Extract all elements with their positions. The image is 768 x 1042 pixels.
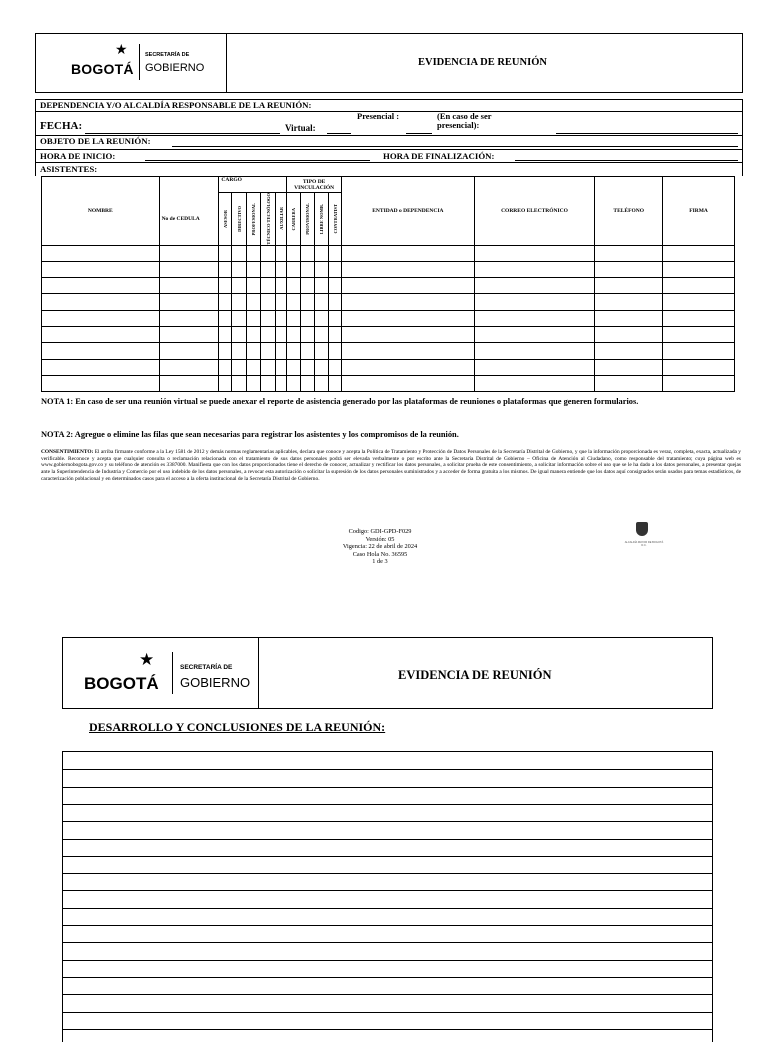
attendee-cell[interactable] — [232, 359, 247, 375]
footer-page: 1 de 3 — [372, 558, 388, 566]
attendee-cell[interactable] — [474, 343, 595, 359]
attendee-cell[interactable] — [287, 245, 301, 261]
attendee-row — [42, 375, 735, 391]
col-tipo: TIPO DE VINCULACIÓN — [287, 177, 342, 193]
attendee-cell[interactable] — [329, 294, 342, 310]
attendee-cell[interactable] — [159, 261, 219, 277]
attendee-cell[interactable] — [159, 245, 219, 261]
writing-line — [63, 960, 712, 961]
attendee-cell[interactable] — [287, 278, 301, 294]
col-nombre: NOMBRE — [42, 177, 160, 246]
attendee-cell[interactable] — [159, 375, 219, 391]
attendee-cell[interactable] — [595, 310, 663, 326]
attendee-cell[interactable] — [474, 310, 595, 326]
footer-codigo: Codigo: GDI-GPD-F029 — [348, 528, 412, 535]
logo-bogota-2 — [84, 652, 254, 696]
attendee-cell[interactable] — [276, 245, 287, 261]
attendee-cell[interactable] — [159, 310, 219, 326]
hora-fin-field[interactable] — [515, 160, 738, 161]
attendee-cell[interactable] — [329, 278, 342, 294]
attendee-cell[interactable] — [287, 327, 301, 343]
attendee-cell[interactable] — [663, 375, 735, 391]
attendee-row — [42, 327, 735, 343]
consent-label: CONSENTIMIENTO: — [41, 449, 94, 455]
fecha-field[interactable] — [85, 133, 280, 134]
attendee-cell[interactable] — [287, 294, 301, 310]
attendee-cell[interactable] — [301, 310, 315, 326]
footer-version: Versión: 05 — [365, 535, 395, 543]
writing-line — [63, 925, 712, 926]
attendee-cell[interactable] — [595, 375, 663, 391]
attendee-cell[interactable] — [159, 294, 219, 310]
writing-line — [63, 839, 712, 840]
col-firma: FIRMA — [663, 177, 735, 246]
logo-city-text: BOGOTÁ — [71, 61, 134, 77]
attendee-cell[interactable] — [287, 375, 301, 391]
col-provisional: PROVISIONAL — [305, 202, 311, 235]
attendees-table — [41, 176, 735, 392]
attendee-cell[interactable] — [261, 294, 276, 310]
attendee-cell[interactable] — [315, 327, 329, 343]
attendee-cell[interactable] — [247, 327, 261, 343]
attendee-cell[interactable] — [219, 310, 232, 326]
attendee-cell[interactable] — [232, 261, 247, 277]
attendee-cell[interactable] — [342, 278, 475, 294]
col-directivo: DIRECTIVO — [236, 205, 242, 232]
attendee-cell[interactable] — [232, 327, 247, 343]
attendee-cell[interactable] — [342, 343, 475, 359]
objeto-label: OBJETO DE LA REUNIÓN: — [40, 136, 151, 146]
attendee-cell[interactable] — [247, 261, 261, 277]
nota-1: NOTA 1: En caso de ser una reunión virtual se puede anexar el reporte de asistencia generado por las plataformas de reuniones o plataformas que generen formularios. — [41, 397, 639, 406]
attendee-cell[interactable] — [329, 245, 342, 261]
writing-line — [63, 873, 712, 874]
attendee-cell[interactable] — [474, 359, 595, 375]
attendee-cell[interactable] — [219, 261, 232, 277]
attendee-cell[interactable] — [232, 343, 247, 359]
attendee-cell[interactable] — [474, 245, 595, 261]
attendee-cell[interactable] — [276, 327, 287, 343]
footer-vigencia: Vigencia: 22 de abril de 2024 — [342, 543, 418, 551]
writing-line — [63, 1029, 712, 1030]
attendee-cell[interactable] — [595, 343, 663, 359]
page1-footer — [330, 528, 430, 566]
virtual-field[interactable] — [327, 133, 351, 134]
attendee-cell[interactable] — [301, 245, 315, 261]
attendee-cell[interactable] — [276, 359, 287, 375]
asistentes-label: ASISTENTES: — [40, 164, 98, 174]
attendee-cell[interactable] — [247, 245, 261, 261]
attendee-cell[interactable] — [219, 278, 232, 294]
attendee-cell[interactable] — [42, 294, 160, 310]
attendee-cell[interactable] — [159, 343, 219, 359]
presencial-detail-field[interactable] — [556, 133, 738, 134]
presencial-label: Presencial : — [357, 111, 400, 121]
attendee-cell[interactable] — [474, 375, 595, 391]
attendee-cell[interactable] — [261, 245, 276, 261]
col-libre-nomb: LIBRE NOMB. — [319, 203, 325, 234]
attendee-cell[interactable] — [315, 343, 329, 359]
attendee-cell[interactable] — [474, 261, 595, 277]
attendee-cell[interactable] — [42, 245, 160, 261]
attendee-cell[interactable] — [261, 278, 276, 294]
logo-secretaria: SECRETARÍA DE — [145, 52, 190, 58]
col-auxiliar: AUXILIAR — [278, 207, 284, 231]
hora-inicio-field[interactable] — [145, 160, 370, 161]
attendee-cell[interactable] — [247, 278, 261, 294]
logo-bogota — [63, 44, 213, 82]
section-title: DESARROLLO Y CONCLUSIONES DE LA REUNIÓN: — [89, 720, 386, 734]
attendee-cell[interactable] — [315, 245, 329, 261]
col-profesional: PROFESIONAL — [251, 202, 257, 236]
attendee-cell[interactable] — [595, 359, 663, 375]
attendee-cell[interactable] — [276, 310, 287, 326]
attendee-cell[interactable] — [301, 294, 315, 310]
attendee-cell[interactable] — [301, 327, 315, 343]
writing-line — [63, 769, 712, 770]
conclusions-lined-area[interactable] — [62, 751, 713, 1042]
attendee-row — [42, 359, 735, 375]
attendee-cell[interactable] — [329, 327, 342, 343]
attendee-cell[interactable] — [232, 278, 247, 294]
attendee-cell[interactable] — [247, 359, 261, 375]
attendee-cell[interactable] — [315, 359, 329, 375]
col-cedula: No de CEDULA — [159, 193, 219, 246]
attendee-cell[interactable] — [595, 278, 663, 294]
writing-line — [63, 856, 712, 857]
attendee-cell[interactable] — [159, 327, 219, 343]
attendee-cell[interactable] — [247, 343, 261, 359]
attendee-cell[interactable] — [329, 261, 342, 277]
attendee-cell[interactable] — [42, 327, 160, 343]
writing-line — [63, 994, 712, 995]
page2-title: EVIDENCIA DE REUNIÓN — [398, 668, 552, 682]
writing-line — [63, 787, 712, 788]
attendee-cell[interactable] — [287, 310, 301, 326]
attendee-cell[interactable] — [474, 294, 595, 310]
attendee-cell[interactable] — [219, 343, 232, 359]
attendee-cell[interactable] — [329, 359, 342, 375]
attendee-cell[interactable] — [219, 359, 232, 375]
attendee-cell[interactable] — [301, 278, 315, 294]
attendee-cell[interactable] — [663, 310, 735, 326]
hora-inicio-label: HORA DE INICIO: — [40, 151, 116, 161]
hora-fin-label: HORA DE FINALIZACIÓN: — [383, 151, 495, 161]
attendee-cell[interactable] — [342, 245, 475, 261]
writing-line — [63, 977, 712, 978]
attendee-row — [42, 294, 735, 310]
attendee-cell[interactable] — [301, 375, 315, 391]
attendee-cell[interactable] — [663, 245, 735, 261]
attendee-cell[interactable] — [342, 327, 475, 343]
attendee-cell[interactable] — [595, 294, 663, 310]
writing-line — [63, 890, 712, 891]
attendee-cell[interactable] — [232, 375, 247, 391]
attendee-cell[interactable] — [232, 294, 247, 310]
alcaldia-small-text: ALCALDÍA MAYOR DE BOGOTÁ D.C. — [624, 541, 664, 547]
attendee-cell[interactable] — [261, 359, 276, 375]
attendee-cell[interactable] — [301, 359, 315, 375]
presencial-note: (En caso de ser presencial): — [437, 111, 492, 130]
logo-secretaria-2: SECRETARÍA DE — [180, 664, 233, 671]
attendee-cell[interactable] — [261, 261, 276, 277]
attendee-cell[interactable] — [261, 375, 276, 391]
dependencia-label: DEPENDENCIA Y/O ALCALDÍA RESPONSABLE DE LA REUNIÓN: — [40, 100, 312, 110]
col-carrera: CARRERA — [291, 207, 297, 231]
attendee-cell[interactable] — [301, 261, 315, 277]
page1-header-divider — [226, 33, 227, 92]
attendee-cell[interactable] — [42, 261, 160, 277]
writing-line — [63, 942, 712, 943]
attendee-cell[interactable] — [276, 261, 287, 277]
col-cargo: CARGO — [219, 177, 287, 193]
attendee-cell[interactable] — [159, 359, 219, 375]
attendee-cell[interactable] — [342, 310, 475, 326]
attendee-cell[interactable] — [219, 327, 232, 343]
logo-gobierno-2: GOBIERNO — [180, 675, 251, 690]
writing-line — [63, 908, 712, 909]
attendee-cell[interactable] — [42, 310, 160, 326]
star-icon: ★ — [115, 42, 128, 58]
attendee-cell[interactable] — [315, 294, 329, 310]
attendee-cell[interactable] — [315, 375, 329, 391]
attendee-cell[interactable] — [287, 359, 301, 375]
col-contratista: CONTRATIST — [332, 204, 338, 234]
attendee-cell[interactable] — [329, 375, 342, 391]
logo-gobierno: GOBIERNO — [145, 62, 205, 74]
attendee-cell[interactable] — [595, 261, 663, 277]
col-entidad: ENTIDAD o DEPENDENCIA — [342, 177, 475, 246]
consentimiento — [41, 449, 741, 483]
writing-line — [63, 821, 712, 822]
nota-2: NOTA 2: Agregue o elimine las filas que sean necesarias para registrar los asistentes y los compromisos de la reunión. — [41, 430, 459, 439]
writing-line — [63, 1012, 712, 1013]
attendee-cell[interactable] — [663, 343, 735, 359]
attendee-cell[interactable] — [663, 359, 735, 375]
col-tecnico: TÉCNICO TECNÓLOGO — [265, 193, 271, 245]
logo-city-text-2: BOGOTÁ — [84, 674, 159, 693]
attendee-cell[interactable] — [315, 310, 329, 326]
attendee-cell[interactable] — [247, 310, 261, 326]
attendee-cell[interactable] — [42, 343, 160, 359]
virtual-label: Virtual: — [285, 123, 316, 133]
attendee-cell[interactable] — [287, 343, 301, 359]
attendee-cell[interactable] — [663, 294, 735, 310]
attendee-row — [42, 310, 735, 326]
attendee-cell[interactable] — [232, 245, 247, 261]
attendee-cell[interactable] — [342, 261, 475, 277]
attendee-cell[interactable] — [287, 261, 301, 277]
attendee-cell[interactable] — [261, 343, 276, 359]
star-icon-2: ★ — [139, 650, 155, 670]
attendee-cell[interactable] — [276, 343, 287, 359]
attendee-cell[interactable] — [261, 327, 276, 343]
attendee-cell[interactable] — [219, 245, 232, 261]
attendee-cell[interactable] — [474, 327, 595, 343]
attendee-cell[interactable] — [261, 310, 276, 326]
attendee-row — [42, 245, 735, 261]
attendee-cell[interactable] — [663, 278, 735, 294]
col-correo: CORREO ELECTRÓNICO — [474, 177, 595, 246]
attendee-cell[interactable] — [663, 327, 735, 343]
attendee-cell[interactable] — [301, 343, 315, 359]
presencial-field[interactable] — [406, 133, 432, 134]
attendee-cell[interactable] — [474, 278, 595, 294]
attendee-cell[interactable] — [247, 294, 261, 310]
col-asesor: ASESOR — [222, 209, 228, 228]
attendee-cell[interactable] — [219, 375, 232, 391]
attendee-cell[interactable] — [342, 294, 475, 310]
attendee-cell[interactable] — [329, 343, 342, 359]
attendee-cell[interactable] — [276, 278, 287, 294]
attendee-cell[interactable] — [42, 359, 160, 375]
attendee-cell[interactable] — [276, 294, 287, 310]
attendee-cell[interactable] — [276, 375, 287, 391]
attendee-cell[interactable] — [595, 327, 663, 343]
attendee-cell[interactable] — [247, 375, 261, 391]
consent-text: El arriba firmante conforme a la Ley 1581 de 2012 y demás normas reglamentarias aplicables, declara que conoce y acepta la Política de Tratamiento y Protección de Datos Personales de la Secretaría Distrital de Gobierno, y que la información proporcionada es veraz, completa, exacta, actualizada y verificable. Reconoce y acepta que cualquier consulta o reclamación relacionada con el tratamiento de sus datos personales podrá ser elevada verbalmente o por escrito ante la Secretaría Distrital de Gobierno – Oficina de Atención al Ciudadano, como responsable del tratamiento; cuya página web es www.gobiernobogota.gov.co y su teléfono de atención es 3387000. Manifiesta que con los datos proporcionados tiene el derecho de conocer, actualizar y rectificar los datos personales, a solicitar prueba de este consentimiento, a solicitar información sobre el uso que se le ha dado a los datos personales, a presentar quejas ante la Superintendencia de Industria y Comercio por el uso indebido de los datos personales, a revocar esta autorización o solicitar la supresión de los datos personales suministrados y a acceder de forma gratuita a los mismos. De igual manera entiende que los datos aquí consignados serán usados para temas estadísticos, de caracterización poblacional y en determinados casos para el acceso a la oferta institucional de la Secretaría Distrital de Gobierno. — [41, 449, 741, 482]
page1-title: EVIDENCIA DE REUNIÓN — [418, 57, 547, 68]
attendee-cell[interactable] — [159, 278, 219, 294]
attendee-cell[interactable] — [315, 261, 329, 277]
attendee-row — [42, 343, 735, 359]
attendee-cell[interactable] — [42, 375, 160, 391]
alcaldia-shield-icon — [636, 522, 648, 536]
attendee-row — [42, 261, 735, 277]
attendee-cell[interactable] — [342, 359, 475, 375]
col-telefono: TELÉFONO — [595, 177, 663, 246]
attendee-cell[interactable] — [663, 261, 735, 277]
attendee-cell[interactable] — [219, 294, 232, 310]
fecha-label: FECHA: — [40, 120, 83, 132]
footer-caso: Caso Hola No. 36595 — [352, 550, 408, 558]
writing-line — [63, 804, 712, 805]
attendee-cell[interactable] — [342, 375, 475, 391]
attendee-cell[interactable] — [595, 245, 663, 261]
objeto-field[interactable] — [172, 146, 738, 147]
attendee-row — [42, 278, 735, 294]
attendee-cell[interactable] — [315, 278, 329, 294]
attendee-cell[interactable] — [232, 310, 247, 326]
attendee-cell[interactable] — [329, 310, 342, 326]
attendee-cell[interactable] — [42, 278, 160, 294]
